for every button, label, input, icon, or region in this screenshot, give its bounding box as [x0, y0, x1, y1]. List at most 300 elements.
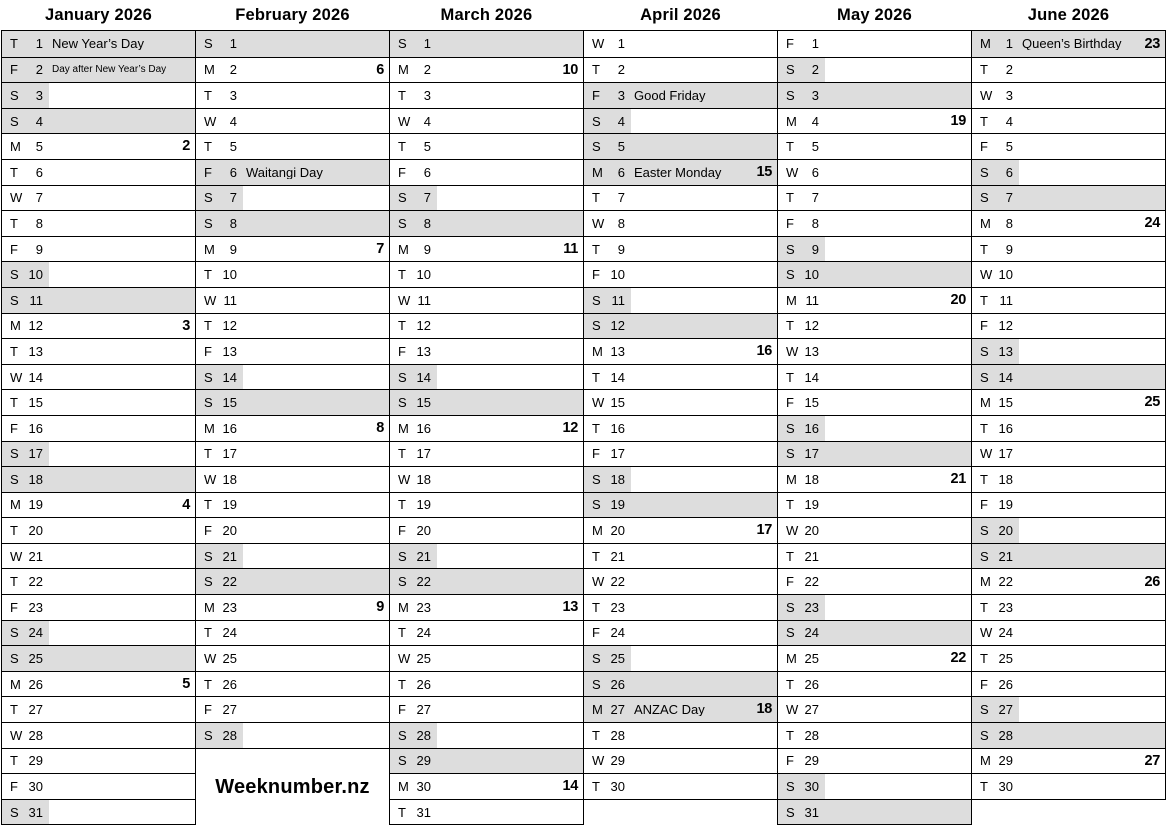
day-letter: M: [592, 343, 603, 359]
day-row: [390, 236, 583, 262]
day-number: 27: [28, 702, 43, 718]
day-row: [196, 671, 389, 697]
day-number: 8: [423, 215, 431, 231]
day-letter: F: [398, 164, 406, 180]
day-number: 6: [811, 164, 819, 180]
week-number: 2: [182, 138, 190, 155]
day-letter: T: [980, 420, 988, 436]
day-letter: F: [980, 139, 988, 155]
day-letter: S: [592, 676, 601, 692]
day-row: [778, 236, 971, 262]
week-number: 15: [756, 164, 772, 181]
day-number: 1: [35, 36, 43, 52]
day-number: 12: [804, 318, 819, 334]
day-row: [778, 261, 971, 287]
day-letter: S: [10, 625, 19, 641]
day-letter: S: [10, 651, 19, 667]
day-row: [2, 261, 195, 287]
day-row: [778, 415, 971, 441]
day-letter: T: [10, 753, 18, 769]
day-letter: T: [592, 369, 600, 385]
day-number: 14: [222, 369, 237, 385]
day-letter: T: [980, 599, 988, 615]
day-row: [778, 210, 971, 236]
day-row: [584, 261, 777, 287]
day-letter: S: [204, 190, 213, 206]
day-row: [390, 492, 583, 518]
day-row: [584, 57, 777, 83]
day-number: 31: [416, 804, 431, 820]
day-row: [972, 441, 1165, 467]
day-letter: F: [786, 574, 794, 590]
day-number: 15: [804, 395, 819, 411]
day-letter: F: [786, 36, 794, 52]
day-letter: S: [786, 599, 795, 615]
day-row: [972, 287, 1165, 313]
day-letter: T: [398, 87, 406, 103]
day-letter: S: [592, 497, 601, 513]
day-number: 28: [998, 727, 1013, 743]
day-letter: W: [786, 164, 799, 180]
day-number: 25: [222, 651, 237, 667]
day-letter: F: [980, 497, 988, 513]
day-row: [778, 159, 971, 185]
day-row: [2, 543, 195, 569]
holiday-label: ANZAC Day: [634, 703, 705, 717]
day-letter: M: [592, 702, 603, 718]
day-letter: M: [980, 753, 991, 769]
month-table: [777, 30, 972, 825]
day-number: 20: [998, 523, 1013, 539]
day-number: 18: [804, 471, 819, 487]
day-letter: W: [592, 215, 605, 231]
day-number: 16: [610, 420, 625, 436]
day-row: [584, 466, 777, 492]
day-row: [196, 492, 389, 518]
month-table: [971, 30, 1166, 800]
day-letter: T: [980, 651, 988, 667]
day-letter: F: [786, 215, 794, 231]
day-letter: S: [786, 625, 795, 641]
day-row: [778, 799, 971, 825]
day-number: 9: [229, 241, 237, 257]
day-number: 25: [804, 651, 819, 667]
day-letter: W: [786, 702, 799, 718]
day-row: [390, 722, 583, 748]
day-letter: T: [592, 727, 600, 743]
day-letter: M: [980, 36, 991, 52]
day-number: 15: [998, 395, 1013, 411]
day-row: [972, 236, 1165, 262]
day-letter: T: [786, 318, 794, 334]
day-row: [2, 236, 195, 262]
day-row: [584, 568, 777, 594]
day-letter: W: [10, 548, 23, 564]
day-row: [390, 696, 583, 722]
day-number: 11: [223, 292, 237, 308]
day-number: 22: [28, 574, 43, 590]
day-row: [972, 594, 1165, 620]
day-number: 26: [610, 676, 625, 692]
month-column: [777, 0, 972, 825]
day-number: 12: [998, 318, 1013, 334]
day-letter: T: [980, 779, 988, 795]
day-letter: S: [204, 395, 213, 411]
day-number: 17: [610, 446, 625, 462]
day-row: [2, 671, 195, 697]
day-number: 24: [804, 625, 819, 641]
day-letter: W: [980, 625, 993, 641]
day-number: 23: [804, 599, 819, 615]
day-letter: F: [204, 702, 212, 718]
day-number: 28: [222, 727, 237, 743]
day-number: 13: [998, 343, 1013, 359]
day-number: 3: [229, 87, 237, 103]
day-row: [972, 696, 1165, 722]
day-letter: S: [592, 318, 601, 334]
day-letter: S: [786, 241, 795, 257]
day-row: [778, 57, 971, 83]
day-row: [2, 133, 195, 159]
day-row: [196, 185, 389, 211]
day-row: [778, 313, 971, 339]
week-number: 17: [756, 522, 772, 539]
day-letter: T: [786, 497, 794, 513]
day-number: 14: [804, 369, 819, 385]
day-row: [390, 133, 583, 159]
day-letter: S: [204, 369, 213, 385]
day-letter: M: [786, 113, 797, 129]
week-number: 7: [376, 240, 384, 257]
day-number: 15: [610, 395, 625, 411]
day-letter: M: [786, 651, 797, 667]
day-letter: S: [10, 471, 19, 487]
day-number: 23: [998, 599, 1013, 615]
day-letter: T: [592, 420, 600, 436]
day-letter: S: [592, 292, 601, 308]
day-number: 7: [229, 190, 237, 206]
day-letter: M: [10, 676, 21, 692]
day-letter: T: [398, 676, 406, 692]
day-number: 31: [804, 804, 819, 820]
day-row: [390, 261, 583, 287]
day-row: [390, 799, 583, 825]
day-letter: T: [592, 599, 600, 615]
week-number: 10: [562, 61, 578, 78]
day-letter: F: [592, 446, 600, 462]
day-row: [972, 671, 1165, 697]
day-number: 12: [28, 318, 43, 334]
month-table: [583, 30, 778, 800]
day-letter: F: [204, 164, 212, 180]
day-number: 12: [416, 318, 431, 334]
day-letter: S: [786, 804, 795, 820]
day-letter: S: [592, 139, 601, 155]
week-number: 12: [562, 419, 578, 436]
day-letter: T: [10, 702, 18, 718]
day-row: [2, 389, 195, 415]
day-letter: F: [10, 779, 18, 795]
day-row: [196, 620, 389, 646]
day-row: [2, 185, 195, 211]
day-row: [584, 492, 777, 518]
day-number: 10: [416, 267, 431, 283]
day-letter: S: [398, 215, 407, 231]
day-letter: T: [10, 523, 18, 539]
day-number: 4: [617, 113, 625, 129]
day-number: 28: [610, 727, 625, 743]
day-row: [584, 748, 777, 774]
day-row: [778, 543, 971, 569]
day-number: 11: [417, 292, 431, 308]
day-letter: T: [592, 548, 600, 564]
day-number: 4: [229, 113, 237, 129]
week-number: 3: [182, 317, 190, 334]
day-number: 19: [222, 497, 237, 513]
day-row: [2, 799, 195, 825]
day-letter: S: [204, 36, 213, 52]
day-row: [196, 517, 389, 543]
day-row: [196, 338, 389, 364]
day-row: [390, 31, 583, 57]
day-number: 20: [804, 523, 819, 539]
day-row: [778, 185, 971, 211]
day-letter: S: [786, 420, 795, 436]
day-row: [778, 133, 971, 159]
day-number: 16: [28, 420, 43, 436]
day-letter: F: [980, 318, 988, 334]
holiday-label: Queen’s Birthday: [1022, 37, 1122, 51]
day-letter: S: [10, 804, 19, 820]
day-row: [390, 108, 583, 134]
day-row: [584, 31, 777, 57]
day-row: [584, 696, 777, 722]
day-row: [2, 466, 195, 492]
day-number: 1: [811, 36, 819, 52]
month-table: [1, 30, 196, 825]
day-row: [2, 696, 195, 722]
day-row: [2, 82, 195, 108]
day-number: 28: [416, 727, 431, 743]
day-number: 3: [1005, 87, 1013, 103]
day-number: 23: [610, 599, 625, 615]
day-number: 26: [416, 676, 431, 692]
day-row: [390, 543, 583, 569]
day-row: [778, 389, 971, 415]
day-number: 9: [1005, 241, 1013, 257]
day-row: [584, 441, 777, 467]
day-row: [584, 543, 777, 569]
day-row: [584, 620, 777, 646]
day-number: 1: [229, 36, 237, 52]
month-table: [389, 30, 584, 825]
day-letter: M: [204, 62, 215, 78]
day-number: 19: [804, 497, 819, 513]
day-number: 8: [229, 215, 237, 231]
day-number: 6: [617, 164, 625, 180]
day-number: 31: [28, 804, 43, 820]
day-row: [778, 722, 971, 748]
day-letter: T: [786, 190, 794, 206]
day-row: [390, 415, 583, 441]
day-number: 11: [611, 292, 625, 308]
day-number: 17: [222, 446, 237, 462]
day-row: [390, 57, 583, 83]
day-row: [778, 696, 971, 722]
day-row: [196, 313, 389, 339]
day-letter: S: [204, 574, 213, 590]
day-number: 29: [28, 753, 43, 769]
day-letter: F: [592, 87, 600, 103]
day-row: [390, 441, 583, 467]
day-number: 30: [998, 779, 1013, 795]
day-row: [196, 108, 389, 134]
day-letter: W: [204, 113, 217, 129]
day-row: [196, 543, 389, 569]
day-number: 4: [423, 113, 431, 129]
month-column: [971, 0, 1166, 800]
day-number: 29: [416, 753, 431, 769]
day-number: 30: [804, 779, 819, 795]
day-number: 30: [28, 779, 43, 795]
day-letter: S: [980, 702, 989, 718]
day-number: 18: [222, 471, 237, 487]
day-row: [2, 748, 195, 774]
day-row: [584, 82, 777, 108]
day-number: 3: [35, 87, 43, 103]
day-number: 21: [222, 548, 237, 564]
day-letter: M: [786, 292, 797, 308]
day-row: [972, 543, 1165, 569]
day-row: [584, 159, 777, 185]
day-row: [972, 722, 1165, 748]
day-letter: T: [980, 62, 988, 78]
day-letter: T: [786, 369, 794, 385]
day-row: [196, 594, 389, 620]
day-number: 20: [28, 523, 43, 539]
day-row: [972, 57, 1165, 83]
day-letter: S: [10, 292, 19, 308]
day-number: 27: [610, 702, 625, 718]
day-letter: F: [980, 676, 988, 692]
day-row: [972, 159, 1165, 185]
day-number: 3: [423, 87, 431, 103]
day-letter: T: [786, 727, 794, 743]
day-letter: W: [204, 651, 217, 667]
day-row: [2, 210, 195, 236]
day-number: 11: [805, 292, 819, 308]
day-row: [196, 364, 389, 390]
day-number: 24: [998, 625, 1013, 641]
day-number: 24: [416, 625, 431, 641]
day-row: [390, 313, 583, 339]
day-letter: F: [398, 702, 406, 718]
week-number: 4: [182, 496, 190, 513]
day-row: [972, 492, 1165, 518]
day-number: 13: [416, 343, 431, 359]
day-letter: S: [980, 523, 989, 539]
day-row: [196, 159, 389, 185]
day-letter: M: [592, 164, 603, 180]
day-letter: S: [10, 446, 19, 462]
day-letter: W: [10, 190, 23, 206]
day-letter: T: [10, 343, 18, 359]
day-letter: F: [10, 420, 18, 436]
day-row: [972, 773, 1165, 799]
day-letter: S: [398, 574, 407, 590]
day-number: 13: [804, 343, 819, 359]
day-letter: M: [592, 523, 603, 539]
day-letter: F: [10, 241, 18, 257]
day-row: [390, 517, 583, 543]
day-row: [778, 517, 971, 543]
day-row: [972, 466, 1165, 492]
day-row: [972, 82, 1165, 108]
day-number: 8: [1005, 215, 1013, 231]
day-number: 27: [416, 702, 431, 718]
day-row: [584, 415, 777, 441]
day-row: [390, 645, 583, 671]
day-letter: S: [398, 548, 407, 564]
day-row: [2, 594, 195, 620]
day-row: [778, 31, 971, 57]
day-number: 14: [610, 369, 625, 385]
day-letter: M: [786, 471, 797, 487]
day-letter: F: [398, 523, 406, 539]
day-letter: T: [980, 113, 988, 129]
day-letter: F: [204, 523, 212, 539]
day-number: 5: [617, 139, 625, 155]
week-number: 22: [950, 650, 966, 667]
day-row: [196, 441, 389, 467]
day-number: 7: [811, 190, 819, 206]
day-row: [196, 287, 389, 313]
day-row: [390, 364, 583, 390]
day-number: 7: [423, 190, 431, 206]
day-number: 14: [28, 369, 43, 385]
day-number: 11: [999, 292, 1013, 308]
day-number: 22: [998, 574, 1013, 590]
day-row: [196, 210, 389, 236]
day-number: 23: [222, 599, 237, 615]
day-letter: T: [204, 139, 212, 155]
day-number: 16: [998, 420, 1013, 436]
day-letter: S: [204, 727, 213, 743]
day-number: 20: [222, 523, 237, 539]
day-number: 17: [998, 446, 1013, 462]
day-letter: S: [786, 87, 795, 103]
day-number: 27: [804, 702, 819, 718]
day-letter: T: [398, 625, 406, 641]
month-column: [389, 0, 584, 825]
day-row: [196, 261, 389, 287]
day-row: [196, 722, 389, 748]
day-letter: M: [204, 241, 215, 257]
holiday-label: New Year’s Day: [52, 37, 145, 51]
day-letter: T: [10, 215, 18, 231]
week-number: 24: [1144, 215, 1160, 232]
day-row: [390, 287, 583, 313]
week-number: 25: [1144, 394, 1160, 411]
day-number: 30: [610, 779, 625, 795]
day-row: [972, 338, 1165, 364]
week-number: 13: [562, 599, 578, 616]
day-row: [778, 492, 971, 518]
day-letter: S: [786, 446, 795, 462]
day-row: [972, 389, 1165, 415]
day-row: [584, 389, 777, 415]
day-letter: M: [980, 574, 991, 590]
